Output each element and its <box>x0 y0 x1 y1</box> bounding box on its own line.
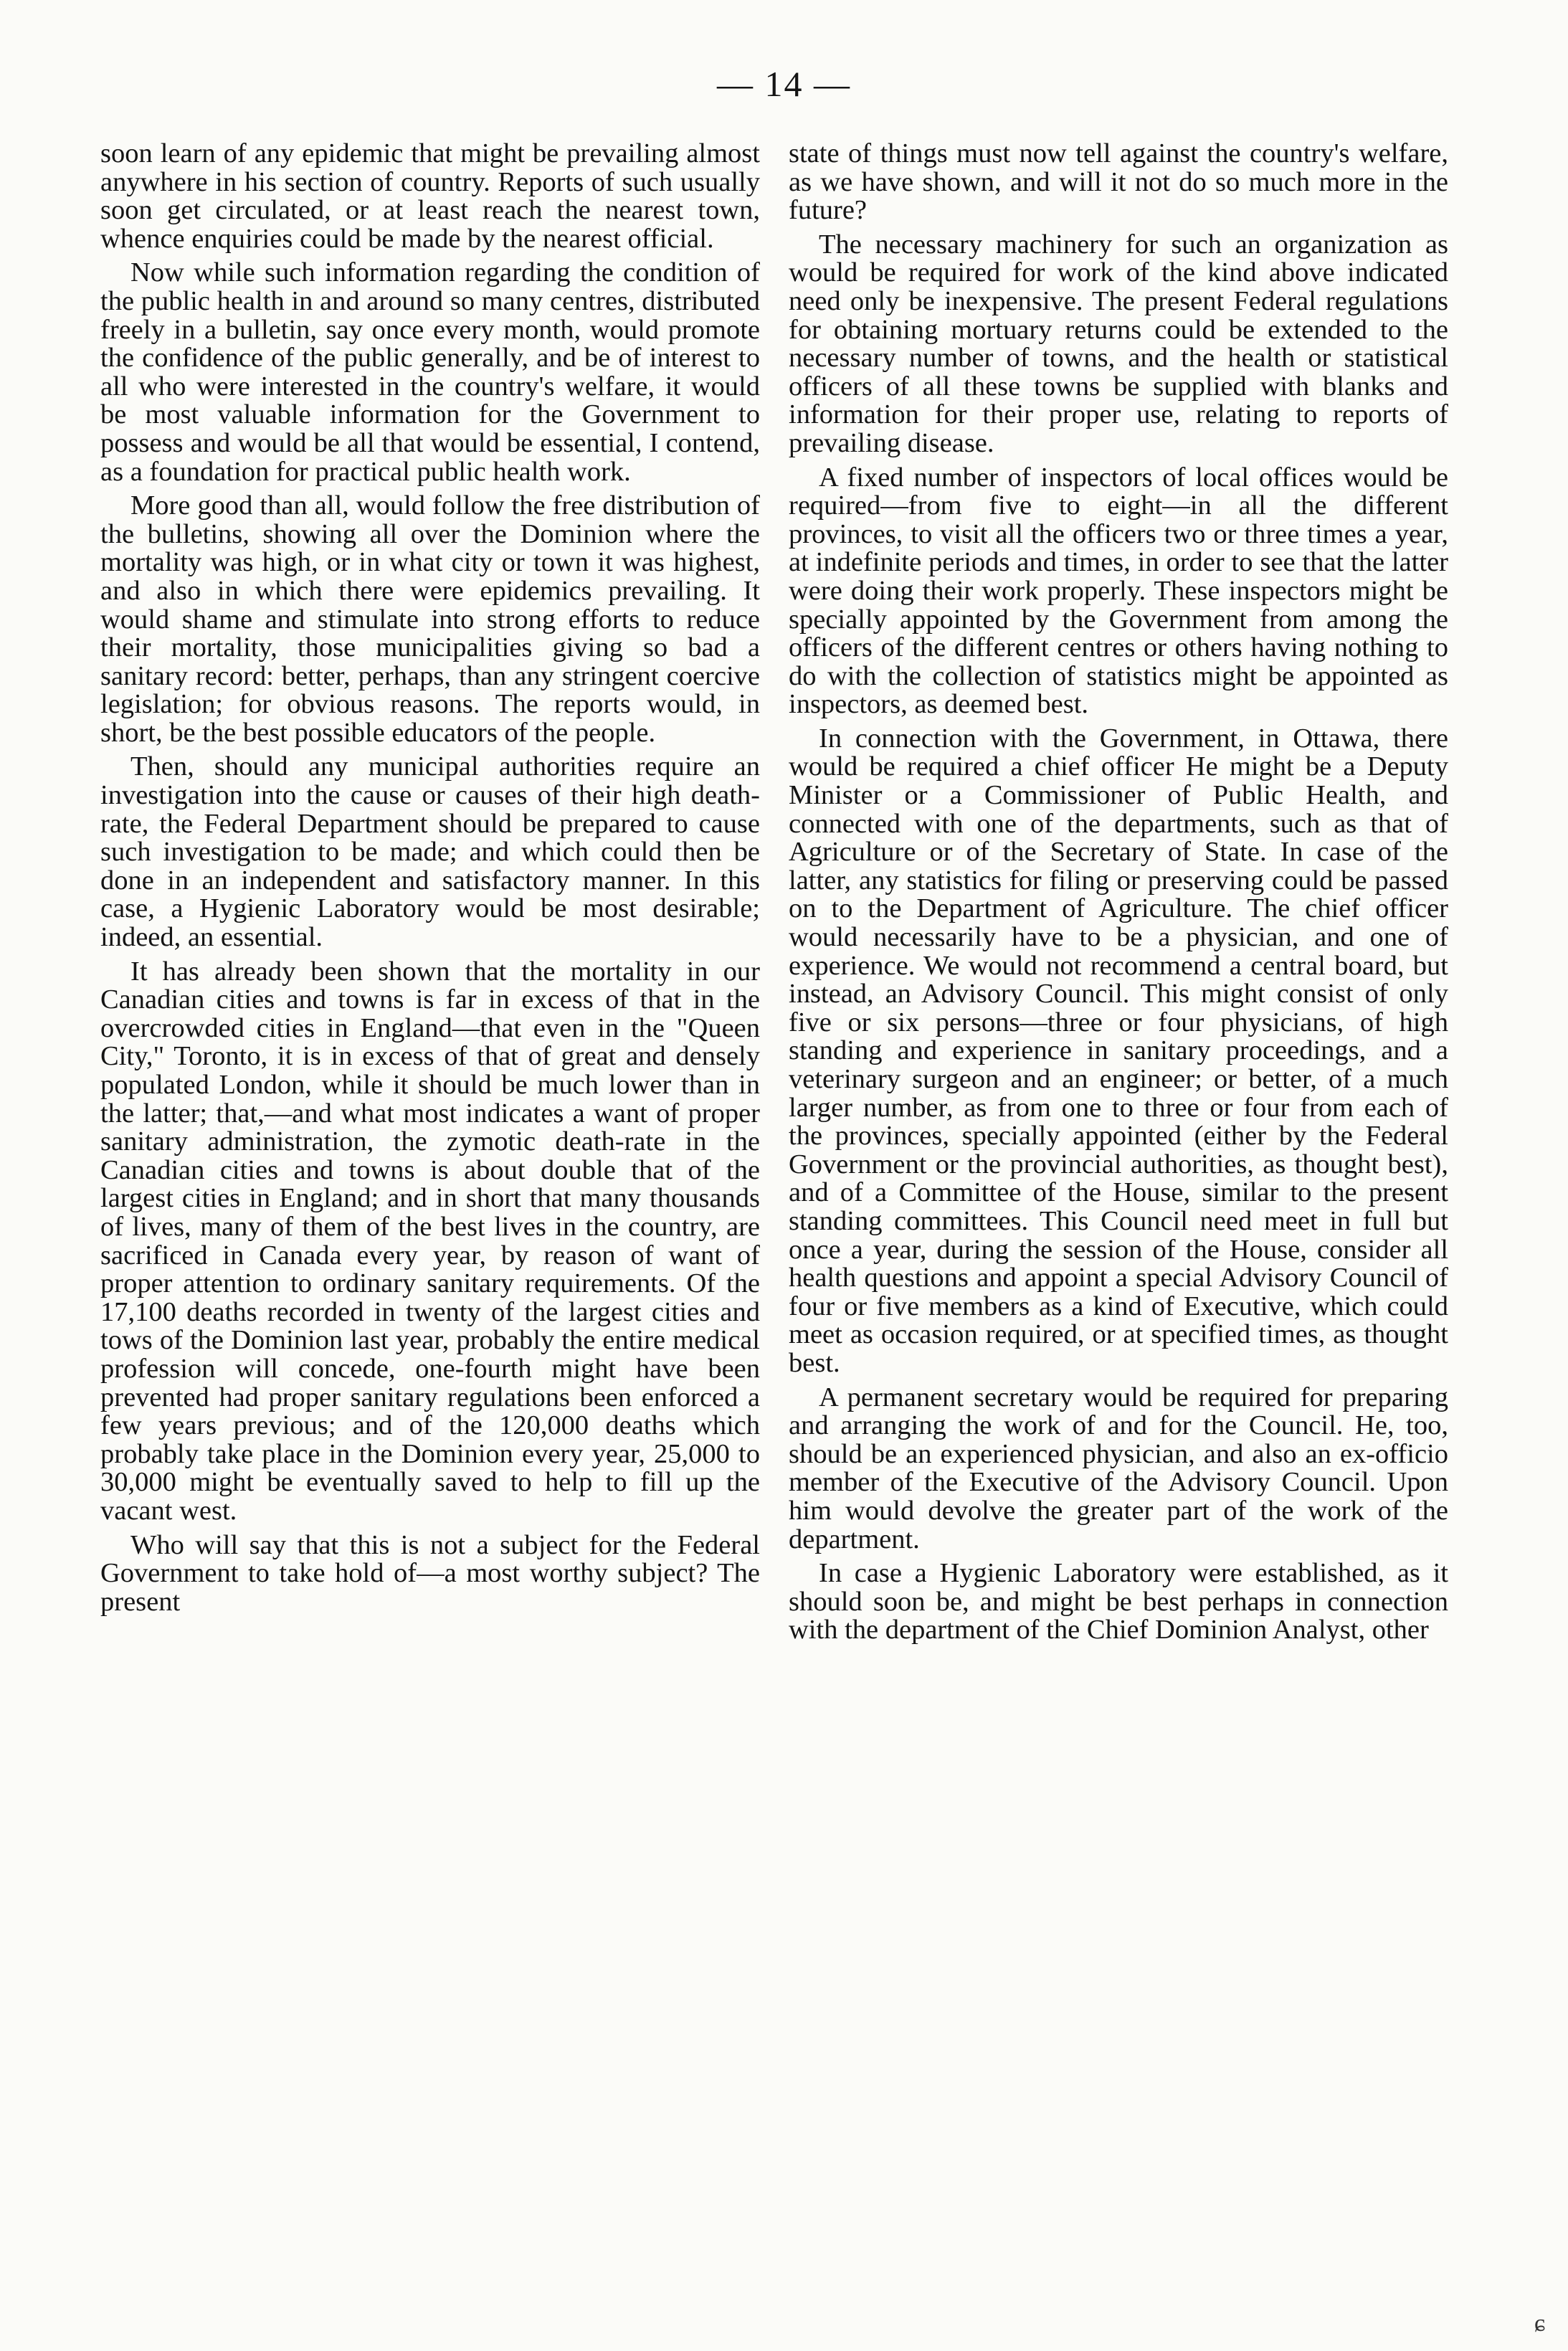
paragraph: In connection with the Government, in Ottawa, there would be required a chief officer He might be a Deputy Minister or a Commissioner of Public Health, and connected with one of the departments, such as that of Agriculture or of the Secretary of State. In case of the latter, any statistics for filing or preserving could be passed on to the Department of Agriculture. The chief officer would necessarily have to be a physician, and one of experience. We would not recommend a central board, but instead, an Advisory Council. This might consist of only five or six persons—three or four physicians, of high standing and experience in sanitary proceedings, and a veterinary surgeon and an engineer; or better, of a much larger number, as from one to three or four from each of the provinces, specially appointed (either by the Federal Government or the provincial authorities, as thought best), and of a Committee of the House, similar to the present standing committees. This Council need meet in full but once a year, during the session of the House, consider all health questions and appoint a special Advisory Council of four or five members as a kind of Executive, which could meet as occasion required, or at specified times, as thought best. <box>789 723 1448 1378</box>
paragraph: It has already been shown that the mortality in our Canadian cities and towns is far in excess of that in the overcrowded cities in England—that even in the "Queen City," Toronto, it is in excess of that of great and densely populated London, while it should be much lower than in the latter; that,—and what most indicates a want of proper sanitary administration, the zymotic death-rate in the Canadian cities and towns is about double that of the largest cities in England; and in short that many thousands of lives, many of them of the best lives in the country, are sacrificed in Canada every year, by reason of want of proper attention to ordinary sanitary requirements. Of the 17,100 deaths recorded in twenty of the largest cities and tows of the Dominion last year, probably the entire medical profession will concede, one-fourth might have been prevented had proper sanitary regulations been enforced a few years previous; and of the 120,000 deaths which probably take place in the Dominion every year, 25,000 to 30,000 might be eventually saved to help to fill up the vacant west. <box>100 956 760 1526</box>
paragraph: Now while such information regarding the condition of the public health in and around so many centres, distributed freely in a bulletin, say once every month, would promote the confidence of the public generally, and be of interest to all who were interested in the country's welfare, it would be most valuable information for the Government to possess and would be all that would be essential, I contend, as a foundation for practical public health work. <box>100 257 760 487</box>
paragraph: In case a Hygienic Laboratory were established, as it should soon be, and might be best perhaps in connection with the department of the Chief Dominion Analyst, other <box>789 1558 1448 1645</box>
paragraph: Then, should any municipal authorities require an investigation into the cause or causes of their high death-rate, the Federal Department should be prepared to cause such investigation to be made; and which could then be done in an independent and satisfactory manner. In this case, a Hygienic Laboratory would be most desirable; indeed, an essential. <box>100 751 760 953</box>
paragraph: The necessary machinery for such an organization as would be required for work of the kind above indicated need only be inexpensive. The present Federal regulations for obtaining mortuary returns could be extended to the necessary number of towns, and the health or statistical officers of all these towns be supplied with blanks and information for their proper use, relating to reports of prevailing disease. <box>789 229 1448 458</box>
page-number: — 14 — <box>717 64 851 104</box>
paragraph: A fixed number of inspectors of local offices would be required—from five to eight—in all the different provinces, to visit all the officers two or three times a year, at indefinite periods and times, in order to see that the latter were doing their work properly. These inspectors might be specially appointed by the Government from among the officers of the different centres or others having nothing to do with the collection of statistics might be appointed as inspectors, as deemed best. <box>789 462 1448 720</box>
right-column <box>789 140 1448 1651</box>
paragraph: soon learn of any epidemic that might be prevailing almost anywhere in his section of country. Reports of such usually soon get circulated, or at least reach the nearest town, whence enquiries could be made by the nearest official. <box>100 138 760 254</box>
paragraph: A permanent secretary would be required for preparing and arranging the work of and for the Council. He, too, should be an experienced physician, and also an ex-officio member of the Executive of the Advisory Council. Upon him would devolve the greater part of the work of the department. <box>789 1382 1448 1554</box>
left-column <box>100 140 760 1622</box>
paragraph: Who will say that this is not a subject for the Federal Government to take hold of—a most worthy subject? The present <box>100 1529 760 1617</box>
margin-mark: ɕ <box>1534 2310 1546 2337</box>
paragraph: More good than all, would follow the free distribution of the bulletins, showing all over the Dominion where the mortality was high, or in what city or town it was highest, and also in which there were epidemics prevailing. It would shame and stimulate into strong efforts to reduce their mortality, those municipalities giving so bad a sanitary record: better, perhaps, than any stringent coercive legislation; for obvious reasons. The reports would, in short, be the best possible educators of the people. <box>100 490 760 748</box>
paragraph: state of things must now tell against the country's welfare, as we have shown, and will it not do so much more in the future? <box>789 138 1448 226</box>
